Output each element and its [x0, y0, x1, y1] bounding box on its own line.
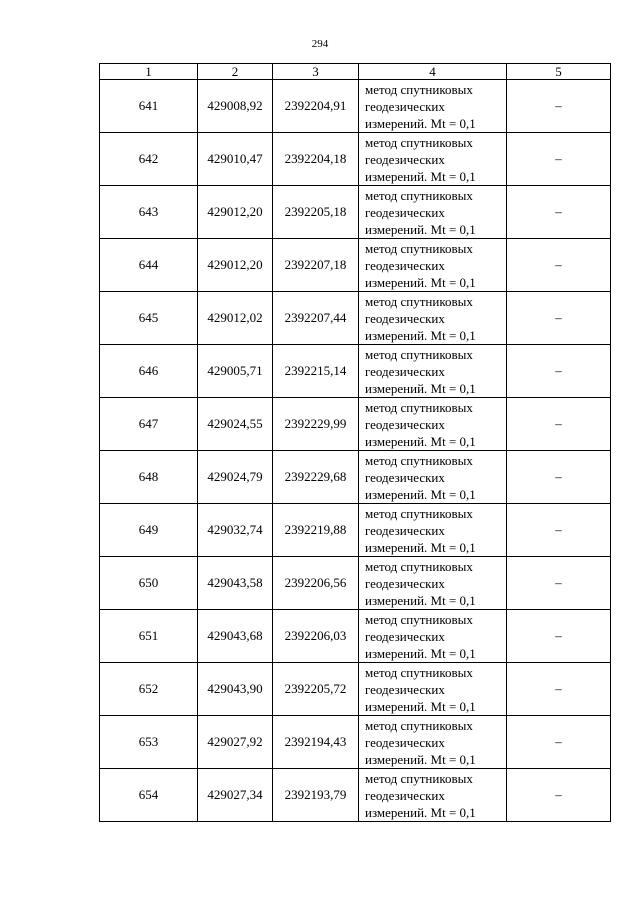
x-coordinate-cell: 429010,47 [198, 133, 273, 186]
point-number-cell: 641 [100, 80, 198, 133]
column-header-3: 3 [273, 64, 359, 80]
y-coordinate-cell: 2392205,18 [273, 186, 359, 239]
method-cell: метод спутниковых геодезических измерений. Mt = 0,1 [359, 398, 507, 451]
y-coordinate-cell: 2392193,79 [273, 769, 359, 822]
point-number-cell: 648 [100, 451, 198, 504]
column-header-2: 2 [198, 64, 273, 80]
note-cell: – [507, 610, 611, 663]
header-row [100, 64, 611, 80]
x-coordinate-cell: 429027,34 [198, 769, 273, 822]
point-number-cell: 651 [100, 610, 198, 663]
method-cell: метод спутниковых геодезических измерений. Mt = 0,1 [359, 292, 507, 345]
x-coordinate-cell: 429043,68 [198, 610, 273, 663]
x-coordinate-cell: 429024,55 [198, 398, 273, 451]
x-coordinate-cell: 429012,02 [198, 292, 273, 345]
x-coordinate-cell: 429012,20 [198, 239, 273, 292]
table-row [100, 557, 611, 610]
table-body [100, 80, 611, 822]
y-coordinate-cell: 2392219,88 [273, 504, 359, 557]
table-row [100, 239, 611, 292]
x-coordinate-cell: 429043,90 [198, 663, 273, 716]
method-cell: метод спутниковых геодезических измерений. Mt = 0,1 [359, 610, 507, 663]
x-coordinate-cell: 429005,71 [198, 345, 273, 398]
y-coordinate-cell: 2392229,68 [273, 451, 359, 504]
method-cell: метод спутниковых геодезических измерений. Mt = 0,1 [359, 186, 507, 239]
column-header-5: 5 [507, 64, 611, 80]
point-number-cell: 646 [100, 345, 198, 398]
method-cell: метод спутниковых геодезических измерений. Mt = 0,1 [359, 133, 507, 186]
table-row [100, 292, 611, 345]
point-number-cell: 644 [100, 239, 198, 292]
table-row [100, 610, 611, 663]
method-cell: метод спутниковых геодезических измерений. Mt = 0,1 [359, 345, 507, 398]
y-coordinate-cell: 2392194,43 [273, 716, 359, 769]
y-coordinate-cell: 2392206,03 [273, 610, 359, 663]
column-header-4: 4 [359, 64, 507, 80]
method-cell: метод спутниковых геодезических измерений. Mt = 0,1 [359, 716, 507, 769]
page-number: 294 [311, 38, 329, 50]
note-cell: – [507, 80, 611, 133]
table-row [100, 186, 611, 239]
y-coordinate-cell: 2392205,72 [273, 663, 359, 716]
x-coordinate-cell: 429008,92 [198, 80, 273, 133]
y-coordinate-cell: 2392204,18 [273, 133, 359, 186]
note-cell: – [507, 186, 611, 239]
column-header-1: 1 [100, 64, 198, 80]
table-row [100, 80, 611, 133]
y-coordinate-cell: 2392207,18 [273, 239, 359, 292]
table-row [100, 716, 611, 769]
note-cell: – [507, 716, 611, 769]
note-cell: – [507, 398, 611, 451]
point-number-cell: 652 [100, 663, 198, 716]
method-cell: метод спутниковых геодезических измерений. Mt = 0,1 [359, 80, 507, 133]
x-coordinate-cell: 429027,92 [198, 716, 273, 769]
point-number-cell: 654 [100, 769, 198, 822]
point-number-cell: 645 [100, 292, 198, 345]
x-coordinate-cell: 429012,20 [198, 186, 273, 239]
note-cell: – [507, 769, 611, 822]
table-row [100, 769, 611, 822]
method-cell: метод спутниковых геодезических измерений. Mt = 0,1 [359, 239, 507, 292]
table-row [100, 663, 611, 716]
x-coordinate-cell: 429043,58 [198, 557, 273, 610]
coordinates-table [99, 63, 611, 822]
table-row [100, 345, 611, 398]
x-coordinate-cell: 429032,74 [198, 504, 273, 557]
note-cell: – [507, 292, 611, 345]
y-coordinate-cell: 2392215,14 [273, 345, 359, 398]
y-coordinate-cell: 2392206,56 [273, 557, 359, 610]
table-row [100, 451, 611, 504]
method-cell: метод спутниковых геодезических измерений. Mt = 0,1 [359, 663, 507, 716]
method-cell: метод спутниковых геодезических измерений. Mt = 0,1 [359, 504, 507, 557]
note-cell: – [507, 345, 611, 398]
method-cell: метод спутниковых геодезических измерений. Mt = 0,1 [359, 557, 507, 610]
point-number-cell: 650 [100, 557, 198, 610]
point-number-cell: 653 [100, 716, 198, 769]
x-coordinate-cell: 429024,79 [198, 451, 273, 504]
table-row [100, 133, 611, 186]
point-number-cell: 649 [100, 504, 198, 557]
point-number-cell: 647 [100, 398, 198, 451]
point-number-cell: 642 [100, 133, 198, 186]
note-cell: – [507, 451, 611, 504]
note-cell: – [507, 663, 611, 716]
note-cell: – [507, 557, 611, 610]
y-coordinate-cell: 2392204,91 [273, 80, 359, 133]
method-cell: метод спутниковых геодезических измерений. Mt = 0,1 [359, 769, 507, 822]
note-cell: – [507, 133, 611, 186]
table-row [100, 398, 611, 451]
note-cell: – [507, 504, 611, 557]
y-coordinate-cell: 2392229,99 [273, 398, 359, 451]
point-number-cell: 643 [100, 186, 198, 239]
table-row [100, 504, 611, 557]
method-cell: метод спутниковых геодезических измерений. Mt = 0,1 [359, 451, 507, 504]
y-coordinate-cell: 2392207,44 [273, 292, 359, 345]
note-cell: – [507, 239, 611, 292]
